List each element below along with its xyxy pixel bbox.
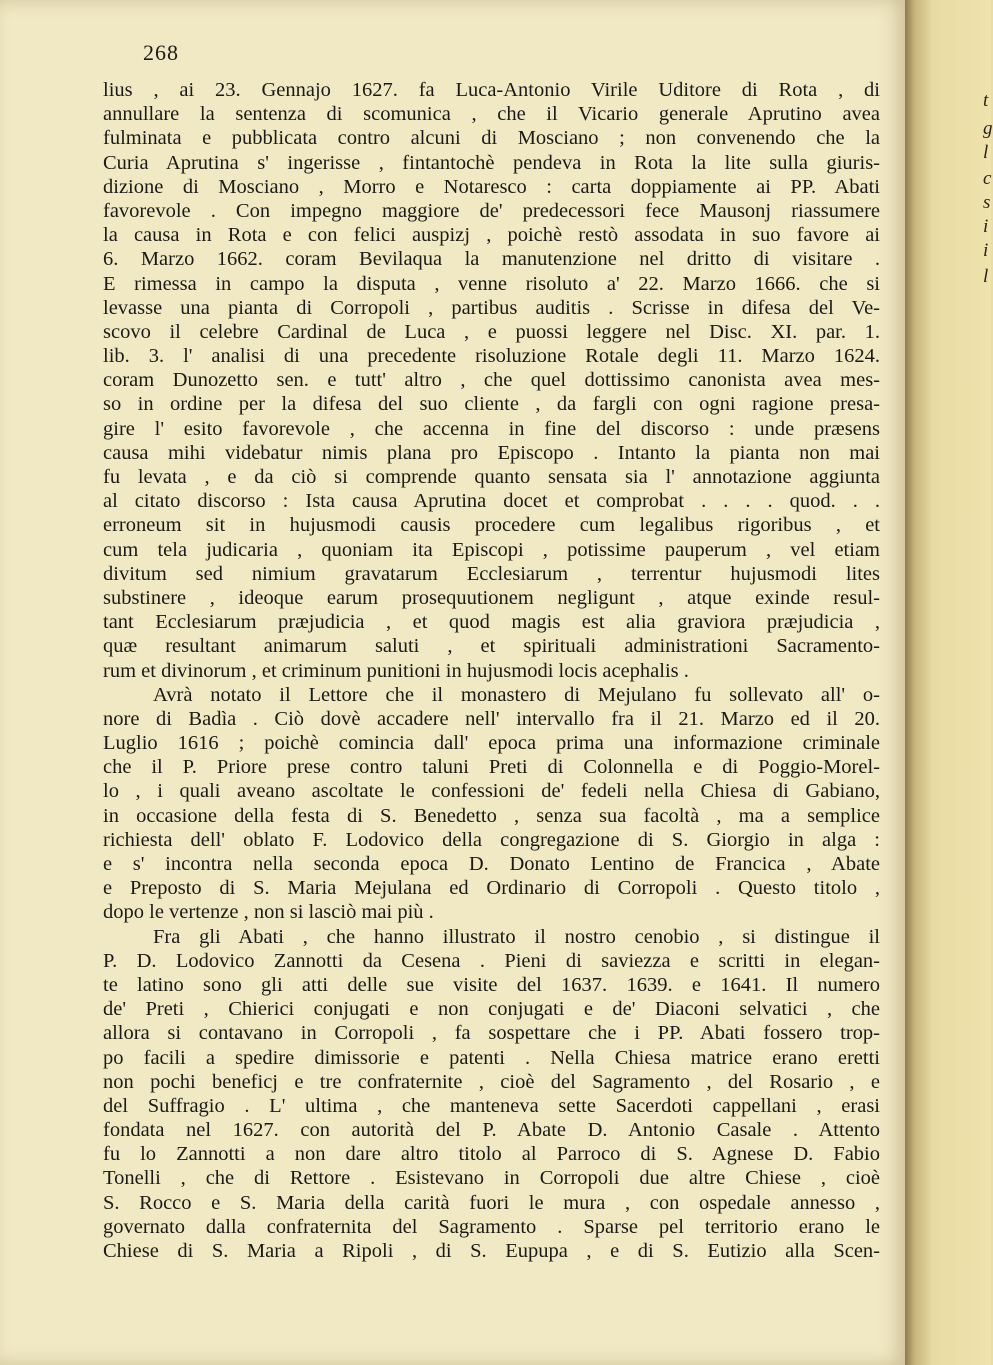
facing-page-letter: i	[983, 216, 989, 237]
text-line: levasse una pianta di Corropoli , partibus auditis . Scrisse in difesa del Ve-	[103, 296, 880, 319]
facing-page-letter: l	[983, 266, 989, 287]
facing-page-letter: s	[983, 192, 991, 213]
facing-page-letter: t	[983, 90, 989, 111]
text-line: fulminata e pubblicata contro alcuni di Mosciano ; non convenendo che la	[103, 127, 880, 150]
text-line: scovo il celebre Cardinal de Luca , e puossi leggere nel Disc. XI. par. 1.	[103, 320, 880, 343]
text-line: substinere , ideoque earum prosequutionem negligunt , atque exinde resul-	[103, 586, 880, 609]
text-line: governato dalla confraternita del Sagramento . Sparse pel territorio erano le	[103, 1215, 880, 1238]
text-line: fondata nel 1627. con autorità del P. Abate D. Antonio Casale . Attento	[103, 1119, 880, 1142]
facing-page-edge	[905, 0, 991, 1365]
text-line: de' Preti , Chierici conjugati e non conjugati e de' Diaconi selvatici , che	[103, 998, 880, 1021]
text-line: te latino sono gli atti delle sue visite del 1637. 1639. e 1641. Il numero	[103, 973, 880, 996]
text-line: dopo le vertenze , non si lasciò mai più .	[103, 901, 434, 924]
text-line: causa mihi videbatur nimis plana pro Episcopo . Intanto la pianta non mai	[103, 441, 880, 464]
text-line: Tonelli , che di Rettore . Esistevano in Corropoli due altre Chiese , cioè	[103, 1167, 880, 1190]
text-line: S. Rocco e S. Maria della carità fuori le mura , con ospedale annesso ,	[103, 1191, 880, 1214]
facing-page-letter: l	[983, 142, 989, 163]
text-line: lo , i quali aveano ascoltate le confessioni de' fedeli nella Chiesa di Gabiano,	[103, 780, 880, 803]
body-text	[103, 78, 880, 1263]
text-line: annullare la sentenza di scomunica , che il Vicario generale Aprutino avea	[103, 103, 880, 126]
text-line: Chiese di S. Maria a Ripoli , di S. Eupupa , e di S. Eutizio alla Scen-	[103, 1240, 880, 1262]
text-line: dizione di Mosciano , Morro e Notaresco : carta doppiamente ai PP. Abati	[103, 175, 880, 198]
text-line: cum tela judicaria , quoniam ita Episcopi , potissime pauperum , vel etiam	[103, 538, 880, 561]
text-line: lius , ai 23. Gennajo 1627. fa Luca-Antonio Virile Uditore di Rota , di	[103, 79, 880, 101]
text-line: che il P. Priore prese contro taluni Preti di Colonnella e di Poggio-Morel-	[103, 756, 880, 779]
text-line: non pochi beneficj e tre confraternite , cioè del Sagramento , del Rosario , e	[103, 1070, 880, 1093]
text-line: tant Ecclesiarum præjudicia , et quod magis est alia graviora præjudicia ,	[103, 611, 880, 634]
text-line: Fra gli Abati , che hanno illustrato il nostro cenobio , si distingue il	[153, 925, 880, 948]
text-line: lib. 3. l' analisi di una precedente risoluzione Rotale degli 11. Marzo 1624.	[103, 345, 880, 368]
facing-page-letter: i	[983, 240, 989, 261]
text-line: Luglio 1616 ; poichè comincia dall' epoca prima una informazione criminale	[103, 732, 880, 755]
text-line: erroneum sit in hujusmodi causis procedere cum legalibus rigoribus , et	[103, 514, 880, 537]
page-number: 268	[143, 40, 179, 65]
text-line: divitum sed nimium gravatarum Ecclesiarum , terrentur hujusmodi lites	[103, 562, 880, 585]
text-line: Curia Aprutina s' ingerisse , fintantochè pendeva in Rota la lite sulla giuris-	[103, 151, 880, 174]
text-line: fu lo Zannotti a non dare altro titolo al Parroco di S. Agnese D. Fabio	[103, 1143, 880, 1166]
text-line: richiesta dell' oblato F. Lodovico della congregazione di S. Giorgio in alga :	[103, 828, 880, 851]
text-line: Avrà notato il Lettore che il monastero di Mejulano fu sollevato all' o-	[153, 683, 880, 706]
text-line: e Preposto di S. Maria Mejulana ed Ordinario di Corropoli . Questo titolo ,	[103, 877, 880, 900]
facing-page-letter: c	[983, 168, 992, 189]
text-line: po facili a spedire dimissorie e patenti . Nella Chiesa matrice erano eretti	[103, 1046, 880, 1069]
text-line: P. D. Lodovico Zannotti da Cesena . Pieni di saviezza e scritti in elegan-	[103, 949, 880, 972]
text-line: in occasione della festa di S. Benedetto , senza sua facoltà , ma a semplice	[103, 804, 880, 827]
text-line: e s' incontra nella seconda epoca D. Donato Lentino de Francica , Abate	[103, 853, 880, 875]
text-line: 6. Marzo 1662. coram Bevilaqua la manutenzione nel dritto di visitare .	[103, 248, 880, 271]
text-line: quæ resultant animarum saluti , et spirituali administrationi Sacramento-	[103, 635, 880, 658]
text-line: del Suffragio . L' ultima , che manteneva sette Sacerdoti cappellani , erasi	[103, 1094, 880, 1117]
text-line: E rimessa in campo la disputa , venne risoluto a' 22. Marzo 1666. che si	[103, 272, 880, 295]
text-line: rum et divinorum , et criminum punitioni in hujusmodi locis acephalis .	[103, 659, 689, 682]
text-line: nore di Badìa . Ciò dovè accadere nell' intervallo fra il 21. Marzo ed il 20.	[103, 707, 880, 730]
text-line: fu levata , e da ciò si comprende quanto sensata sia l' annotazione aggiunta	[103, 466, 880, 488]
text-line: so in ordine per la difesa del suo cliente , da fargli con ogni ragione presa-	[103, 393, 880, 416]
text-line: coram Dunozetto sen. e tutt' altro , che quel dottissimo canonista avea mes-	[103, 369, 880, 392]
facing-page-letter: g	[983, 118, 993, 139]
text-line: allora si contavano in Corropoli , fa sospettare che i PP. Abati fossero trop-	[103, 1022, 880, 1045]
text-line: favorevole . Con impegno maggiore de' predecessori fece Mausonj riassumere	[103, 199, 880, 222]
text-line: gire l' esito favorevole , che accenna in fine del discorso : unde præsens	[103, 417, 880, 440]
text-line: la causa in Rota e con felici auspizj , poichè restò assodata in suo favore ai	[103, 224, 880, 247]
text-line: al citato discorso : Ista causa Aprutina docet et comprobat . . . . quod. . .	[103, 490, 880, 513]
